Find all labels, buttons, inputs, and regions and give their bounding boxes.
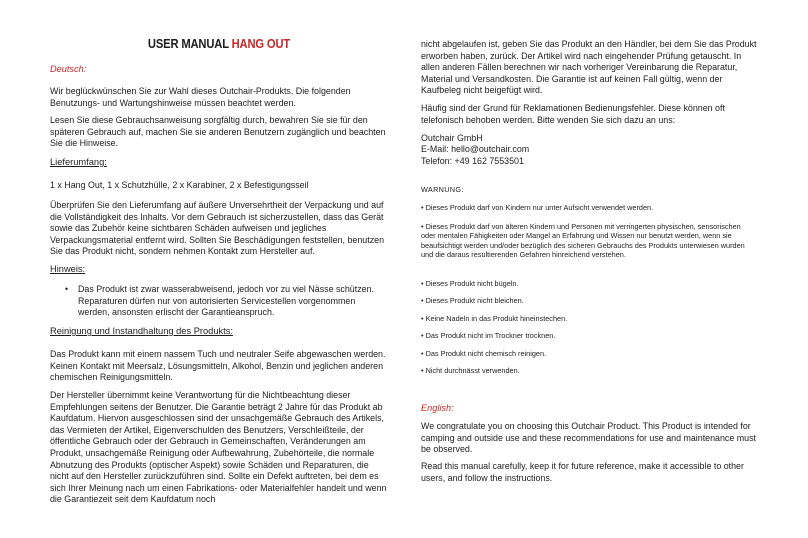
warning-item: • Keine Nadeln in das Produkt hineinstechen. [421,314,568,323]
warning-item: • Das Produkt nicht im Trockner trocknen. [421,331,556,340]
intro-paragraph: Wir beglückwünschen Sie zur Wahl dieses Outchair-Produkts. Die folgenden Benutzungs- und Wartungshinweise müssen beachtet werden. [50,86,351,108]
warning-item: • Das Produkt nicht chemisch reinigen. [421,349,547,358]
title-product: HANG OUT [231,36,291,51]
liability-paragraph: Der Hersteller übernimmt keine Verantwortung für die Nichtbeachtung dieser Empfehlungen seitens der Benutzer. Die Garantie beträgt 2 Jahre für das Produkt ab Kaufdatum. Hiervon ausgeschlossen sind der unsachgemäße Gebrauch des Artikels, das Vermieten der Artikel, Eigenverschulden des Benutzers, Verschleißteile, der öffentliche Gebrauch oder der Gebrauch in Gemeinschaften, Veränderungen am Produkt, unsachgemäße Reinigung oder Aufbewahrung, Zubehörteile, die normale Abnutzung des Produkts (optischer Aspekt) sowie Schäden und Reparaturen, die nicht auf den Hersteller zurückzuführen sind. Sollte ein Defekt auftreten, bei dem es sich Ihrer Meinung nach um einen Fabrikations- oder Materialfehler handelt und wenn die Garantiezeit seit dem Kaufdatum noch [50,390,387,505]
note-list [50,284,388,319]
english-intro-paragraph: We congratulate you on choosing this Outchair Product. This Product is intended for camping and outside use and these recommendations for use and maintenance must be observed. [421,421,756,455]
note-text: Das Produkt ist zwar wasserabweisend, jedoch vor zu viel Nässe schützen. Reparaturen dürfen nur von autorisierten Servicestellen vorgenommen werden, ansonsten erlischt der Garantieanspruch. [78,284,374,318]
title-main: USER MANUAL [147,36,229,51]
scope-items: 1 x Hang Out, 1 x Schutzhülle, 2 x Karabiner, 2 x Befestigungsseil [50,180,309,190]
warning-item: • Dieses Produkt darf von Kindern nur unter Aufsicht verwendet werden. [421,203,654,212]
warning-item: • Dieses Produkt nicht bügeln. [421,279,519,288]
warning-item: • Dieses Produkt nicht bleichen. [421,296,524,305]
warranty-continuation: nicht abgelaufen ist, geben Sie das Produkt an den Händler, bei dem Sie das Produkt erworben haben, zurück. Der Artikel wird nach eingehender Prüfung getauscht. In allen anderen Fällen berechnen wir nach vorheriger Vereinbarung die Reparatur, Material und Versandkosten. Die Garantie ist auf keinen Fall gültig, wenn der Kaufbeleg nicht beigefügt wird. [421,39,757,96]
note-heading: Hinweis: [50,264,86,274]
bullet-icon: • [65,284,69,294]
read-instructions-paragraph: Lesen Sie diese Gebrauchsanweisung sorgfältig durch, bewahren Sie sie für den späteren Gebrauch auf, machen Sie sie anderen Benutzern zugänglich und beachten Sie die Hinweise. [50,115,386,149]
cleaning-heading: Reinigung und Instandhaltung des Produkts: [50,326,233,336]
warning-item: • Nicht durchnässt verwenden. [421,366,520,375]
language-label-english: English: [421,403,454,413]
page-title [75,36,362,51]
cleaning-paragraph: Das Produkt kann mit einem nassem Tuch und neutraler Seife abgewaschen werden. Keinen Kontakt mit Meersalz, Lösungsmitteln, Alkohol, Benzin und jeglichen anderen chemischen Reinigungsmitteln. [50,349,386,383]
company-email: E-Mail: hello@outchair.com [421,144,530,154]
check-paragraph: Überprüfen Sie den Lieferumfang auf äußere Unversehrtheit der Verpackung und auf die Vollständigkeit des Inhalts. Vor dem Gebrauch ist sicherzustellen, dass das Gerät sowie das Zubehör keine sichtbaren Schäden aufweisen und jegliches Verpackungsmaterial entfernt wird. Sollten Sie Beschädigungen feststellen, benutzen Sie das Produkt nicht, sondern nehmen Kontakt zum Hersteller auf. [50,200,385,257]
language-label-deutsch: Deutsch: [50,64,87,74]
company-name: Outchair GmbH [421,133,483,143]
scope-heading: Lieferumfang: [50,157,107,167]
warning-item: • Dieses Produkt darf von älteren Kindern und Personen mit verringerten physischen, sensorischen oder mentalen Fähigkeiten oder Mangel an Erfahrung und Wissen nur benutzt werden, wenn sie beaufsichtigt werden und/oder bezüglich des sicheren Gebrauchs des Produkts unterwiesen wurden und die daraus resultierenden Gefahren hinreichend verstehen. [421,222,745,260]
company-phone: Telefon: +49 162 7553501 [421,156,524,166]
complaints-paragraph: Häufig sind der Grund für Reklamationen Bedienungsfehler. Diese können oft telefonisch behoben werden. Bitte wenden Sie sich dazu an uns: [421,103,725,125]
english-read-paragraph: Read this manual carefully, keep it for future reference, make it accessible to other users, and follow the instructions. [421,461,744,483]
warning-heading: WARNUNG: [421,185,464,194]
list-item [50,284,388,319]
